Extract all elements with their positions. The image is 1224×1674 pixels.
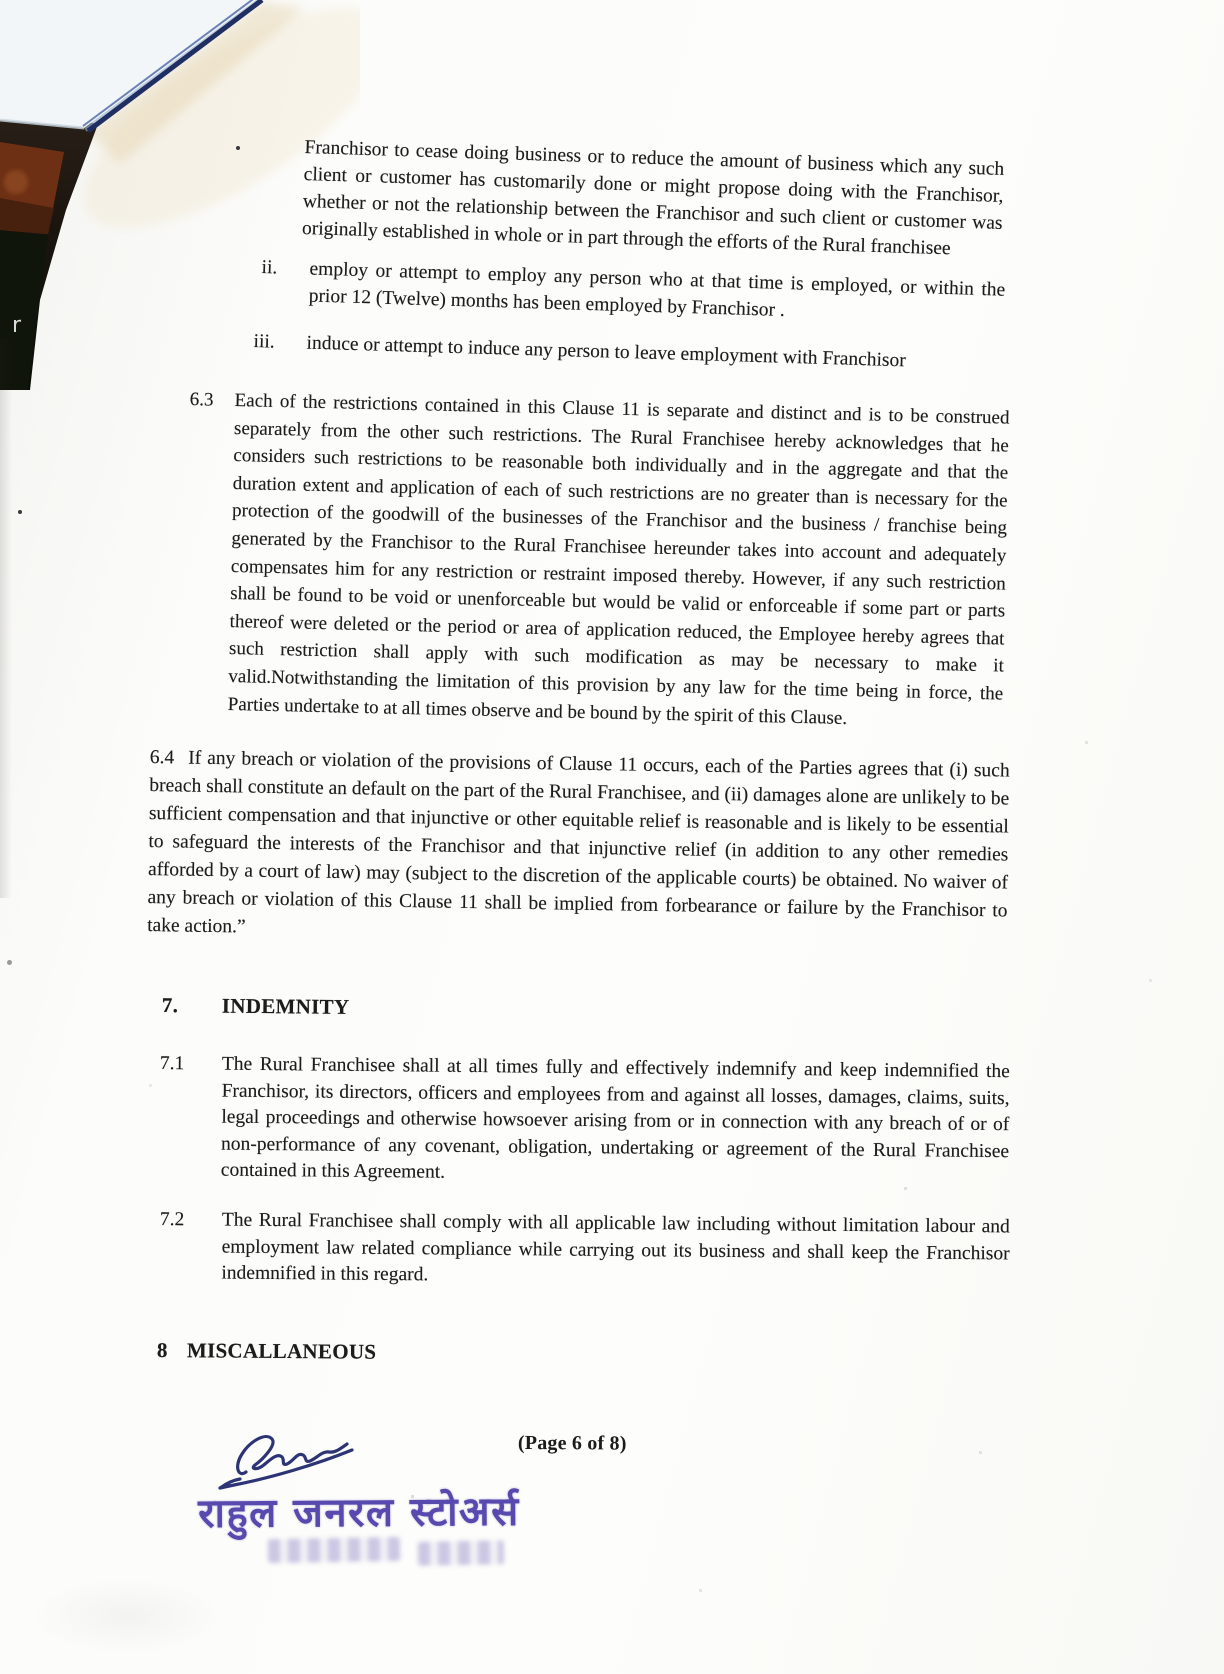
clause-7-1 [159,1051,1010,1192]
corner-mark-glyph: r [12,313,22,338]
clause-6-4-text: If any breach or violation of the provisions of Clause 11 occurs, each of the Parties agrees that (i) such breach shall constitute an default on the part of the Rural Franchisee, and (ii) damages alone are unlikely to be sufficient compensation and that injunctive or other equitable relief is reasonable and is likely to be essential to safeguard the interests of the Franchisor and that injunctive relief (in addition to any other remedies afforded by a court of law) may (subject to the discretion of the applicable courts) be obtained. No waiver of any breach or violation of this Clause 11 shall be implied from forbearance or failure by the Franchisor to take action.” [146,747,1010,938]
section-8-title: MISCALLANEOUS [186,1338,377,1364]
scan-noise-speckles [0,0,1,1]
clause-7-2-text: The Rural Franchisee shall comply with all applicable law including without limitation labour and employment law related compliance while carrying out its business and shall keep the Franchisor indemnified in this regard. [221,1209,1010,1286]
clause-7-2 [159,1207,1010,1294]
scan-dot-2 [18,510,22,514]
rubber-stamp-store-name: राहुल जनरल स्टोअर्स [198,1488,520,1537]
section-7-number: 7. [161,993,179,1018]
intro-continuation-paragraph: Franchisor to cease doing business or to reduce the amount of business which any such client or customer has customarily done or might propose doing with the Franchisor, whether or not the relationship between the Franchisor and such client or customer was originally established in whole or in part through the efforts of the Rural franchisee [301,136,1005,260]
clause-6-4 [147,744,1010,953]
clause-6-3-number: 6.3 [189,388,214,411]
clause-6-3 [182,386,1009,736]
scan-dot-1 [236,146,240,150]
list-item-ii-marker: ii. [261,256,278,279]
scan-dot-3 [7,960,12,965]
list-item-iii-text: induce or attempt to induce any person to leave employment with Franchisor [306,332,907,372]
section-7-title: INDEMNITY [221,993,350,1019]
section-8-heading [157,1338,377,1365]
list-item-ii-text: employ or attempt to employ any person who at that time is employed, or within the prior 12 (Twelve) months has been employed by Franchisor . [308,258,1006,321]
paper-left-edge-shadow [0,338,12,898]
list-item-iii [253,328,1005,377]
clause-6-4-number: 6.4 [149,746,175,769]
section-8-number: 8 [156,1338,168,1363]
clause-7-1-number: 7.1 [159,1052,185,1075]
clause-6-3-text: Each of the restrictions contained in this Clause 11 is separate and distinct and is to be construed separately from the other such restrictions. The Rural Franchisee hereby acknowledges that he considers such restrictions to be reasonable both individually and in the aggregate and that the duration extent and application of each of such restrictions are no greater than is necessary for the protection of the goodwill of the businesses of the Franchisor and the business / franchise being generated by the Franchisor to the Rural Franchisee hereunder takes into account and adequately compensates him for any restriction or restraint imposed thereby. However, if any such restriction shall be found to be void or unenforceable but would be valid or enforceable if some part or parts thereof were deleted or the period or area of application reduced, the Employee hereby agrees that such restriction shall apply with such modification as may be necessary to make it valid.Notwithstanding the limitation of this provision by any law for the time being in force, the Parties undertake to at all times observe and be bound by the spirit of this Clause. [227,390,1010,729]
rubber-stamp-secondary-line-left [268,1537,400,1563]
clause-7-1-text: The Rural Franchisee shall at all times fully and effectively indemnify and keep indemnified the Franchisor, its directors, officers and employees from and against all losses, damages, claims, suits, legal proceedings and otherwise howsoever arising from or in connection with any breach of or of non-performance of any covenant, obligation, undertaking or agreement of the Rural Franchisee contained in this Agreement. [220,1053,1010,1183]
scan-smudge [28,1576,228,1656]
rubber-stamp-secondary-line-right [418,1540,504,1565]
page-number-footer: (Page 6 of 8) [517,1432,627,1455]
section-7-heading [162,993,350,1020]
clause-7-2-number: 7.2 [159,1208,185,1231]
red-object-highlight [4,170,28,194]
list-item-iii-marker: iii. [253,330,276,353]
signature-scribble [238,1437,347,1474]
list-item-ii [260,254,1005,331]
